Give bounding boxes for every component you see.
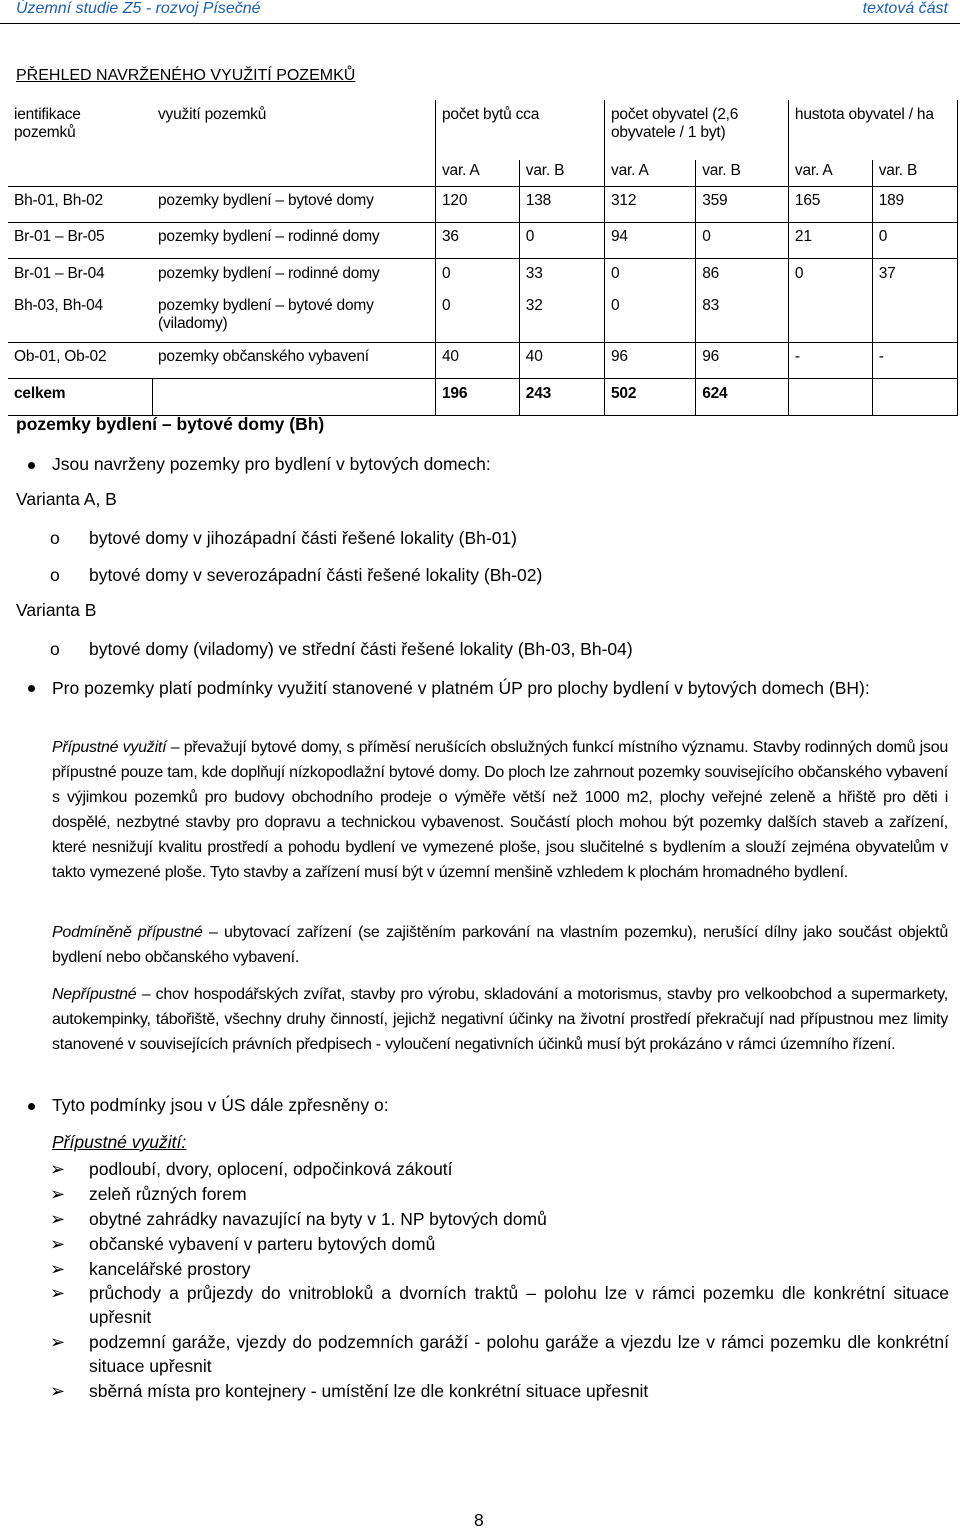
paragraph-permitted [52,735,948,885]
total-value: 196 [436,379,520,416]
col-header-use: využití pozemků [158,106,267,123]
table-total-row [8,379,958,416]
variant-heading: Varianta B [16,600,97,620]
sub-bullet-text: bytové domy (viladomy) ve střední části řešené lokality (Bh-03, Bh-04) [89,639,633,659]
cell-value: 96 [696,343,789,379]
total-label: celkem [8,379,152,416]
row-use: pozemky bydlení – bytové domy [152,187,436,223]
row-use [152,295,436,343]
total-value: 624 [696,379,789,416]
bullet-dot-icon [28,1103,35,1110]
paragraph-label: Přípustné využití [52,739,167,756]
variant-empty [8,160,152,187]
sub-bullet-marker: o [50,639,60,659]
cell-value: 33 [519,259,604,296]
row-use-line1: pozemky bydlení – bytové domy [158,297,374,314]
sub-bullet-text: bytové domy v severozápadní části řešené lokality (Bh-02) [89,565,543,585]
bullet-dot-icon [28,685,35,692]
cell-value: 165 [788,187,872,223]
list-item: kancelářské prostory [89,1259,251,1279]
cell-value: 138 [519,187,604,223]
cell-value: 0 [436,259,520,296]
variant-a-label: var. A [788,160,872,187]
paragraph-prohibited [52,982,948,1057]
land-use-table [8,100,958,416]
row-use: pozemky občanského vybavení [152,343,436,379]
paragraph-label: Nepřípustné [52,986,137,1003]
population-header-line2: obyvatele / 1 byt) [611,124,726,141]
col-header-population [605,100,789,160]
table-row [8,187,958,223]
cell-value: 0 [605,295,696,343]
page-title: PŘEHLED NAVRŽENÉHO VYUŽITÍ POZEMKŮ [16,67,356,84]
table-row [8,343,958,379]
row-id: Br-01 – Br-05 [8,223,152,259]
arrow-bullet-icon: ➢ [50,1184,66,1204]
population-header-line1: počet obyvatel (2,6 [611,106,739,123]
sub-bullet-marker: o [50,528,60,548]
sub-bullet-text: bytové domy v jihozápadní části řešené lokality (Bh-01) [89,528,517,548]
cell-value: 189 [872,187,957,223]
row-id: Bh-03, Bh-04 [14,297,103,314]
cell-value: 40 [519,343,604,379]
cell-value: 96 [605,343,696,379]
list-item: sběrná místa pro kontejnery - umístění lze dle konkrétní situace upřesnit [89,1381,649,1401]
variant-b-label: var. B [519,160,604,187]
page-number: 8 [474,1510,484,1530]
list-item: obytné zahrádky navazující na byty v 1. NP bytových domů [89,1209,547,1229]
row-use: pozemky bydlení – rodinné domy [152,223,436,259]
paragraph-text: – převažují bytové domy, s příměsí nerušících obslužných funkcí místního významu. Stavby rodinných domů jsou přípustné pouze tam, kde doplňují nízkopodlažní bytové domy. Do ploch lze zahrnout pozemky souvisejícího občanského vybavení s výjimkou pozemků pro budovy obchodního prodeje o výměře větší než 1000 m2, plochy veřejné zeleně a hřiště pro děti i dospělé, nezbytné stavby pro dopravu a technickou vybavenost. Součástí ploch mohou být pozemky dalších staveb a zařízení, které nesnižují kvalitu prostředí a pohodu bydlení ve vymezené ploše, jsou slučitelné s bydlením a slouží zejména obyvatelům v takto vymezené ploše. Tyto stavby a zařízení musí být v územní menšině vzhledem k plochám hromadného bydlení. [52,739,948,881]
table-row [8,223,958,259]
row-use-line2: (viladomy) [158,315,228,332]
col-header-density: hustota obyvatel / ha [788,100,957,160]
cell-value: 120 [436,187,520,223]
cell-value: 40 [436,343,520,379]
total-empty [788,379,872,416]
paragraph-text: – ubytovací zařízení (se zajištěním parkování na vlastním pozemku), nerušící dílny jako součást objektů bydlení nebo občanského vybavení. [52,924,948,966]
variant-b-label: var. B [872,160,957,187]
sub-bullet-marker: o [50,565,60,585]
total-value: 243 [519,379,604,416]
variant-empty [152,160,436,187]
row-id: Bh-01, Bh-02 [8,187,152,223]
running-header-title: Územní studie Z5 - rozvoj Písečné [16,0,261,17]
table-variant-row [8,160,958,187]
paragraph-conditional [52,920,948,970]
table-header-row [8,100,958,160]
cell-value: 36 [436,223,520,259]
col-header-flats: počet bytů cca [436,100,605,160]
arrow-bullet-icon: ➢ [50,1259,66,1279]
list-item: zeleň různých forem [89,1184,247,1204]
list-item: občanské vybavení v parteru bytových domů [89,1234,436,1254]
cell-value: - [788,343,872,379]
bullet-text: Pro pozemky platí podmínky využití stanovené v platném ÚP pro plochy bydlení v bytových domech (BH): [52,678,870,698]
cell-value: 94 [605,223,696,259]
row-use: pozemky bydlení – rodinné domy [152,259,436,296]
row-id: Ob-01, Ob-02 [8,343,152,379]
variant-heading: Varianta A, B [16,489,117,509]
arrow-bullet-icon: ➢ [50,1159,66,1179]
total-empty [872,379,957,416]
cell-value: 37 [872,259,957,343]
total-value: 502 [605,379,696,416]
cell-value: 0 [696,223,789,259]
row-id: Br-01 – Br-04 [8,259,152,296]
col-header-id: ientifikace pozemků [14,106,81,141]
arrow-bullet-icon: ➢ [50,1332,66,1352]
cell-value: 312 [605,187,696,223]
arrow-bullet-icon: ➢ [50,1381,66,1401]
cell-value: 21 [788,223,872,259]
arrow-bullet-icon: ➢ [50,1209,66,1229]
cell-value: 32 [519,295,604,343]
section-heading: pozemky bydlení – bytové domy (Bh) [16,414,325,434]
cell-value: 0 [872,223,957,259]
bullet-dot-icon [28,462,35,469]
paragraph-text: – chov hospodářských zvířat, stavby pro výrobu, skladování a motorismus, stavby pro velkoobchod a supermarkety, autokempinky, tábořiště, všechny druhy činností, jejichž negativní účinky na životní prostředí překračují nad přípustnou mez limity stanovené v souvisejících právních předpisech - vyloučení negativních účinků musí být prokázáno v rámci územního řízení. [52,986,948,1053]
cell-value: - [872,343,957,379]
cell-value: 0 [519,223,604,259]
arrow-bullet-icon: ➢ [50,1283,66,1303]
list-item: podloubí, dvory, oplocení, odpočinková zákoutí [89,1159,453,1179]
cell-value: 0 [605,259,696,296]
list-item: průchody a průjezdy do vnitrobloků a dvorních traktů – polohu lze v rámci pozemku dle konkrétní situace upřesnit [89,1283,949,1327]
list-item: podzemní garáže, vjezdy do podzemních garáží - polohu garáže a vjezdu lze v rámci pozemku dle konkrétní situace upřesnit [89,1332,949,1376]
total-empty [152,379,436,416]
cell-value: 83 [696,295,789,343]
table-row [8,259,958,296]
variant-a-label: var. A [605,160,696,187]
running-header-section: textová část [862,0,948,17]
cell-value: 0 [436,295,520,343]
bullet-text: Jsou navrženy pozemky pro bydlení v bytových domech: [52,454,491,474]
variant-a-label: var. A [436,160,520,187]
header-divider [0,23,960,24]
paragraph-label: Podmíněně přípustné [52,924,203,941]
allowed-use-label: Přípustné využití: [52,1132,187,1152]
variant-b-label: var. B [696,160,789,187]
cell-value: 0 [788,259,872,343]
cell-value: 86 [696,259,789,296]
arrow-bullet-icon: ➢ [50,1234,66,1254]
bullet-text: Tyto podmínky jsou v ÚS dále zpřesněny o: [52,1095,389,1115]
cell-value: 359 [696,187,789,223]
